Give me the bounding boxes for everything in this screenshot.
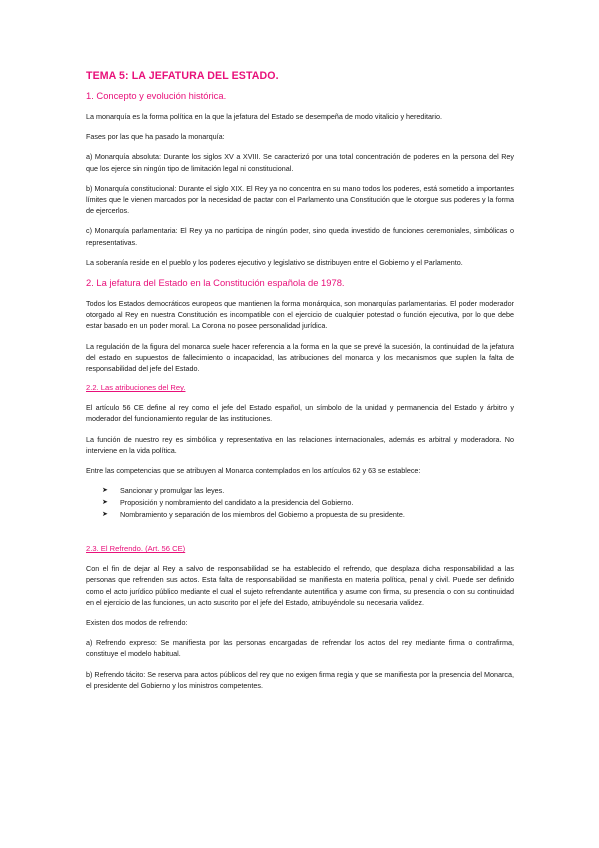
- paragraph: a) Refrendo expreso: Se manifiesta por las personas encargadas de refrendar los actos del rey mediante firma o contrafirma, constituye el modelo habitual.: [86, 638, 514, 659]
- list-item: ➤ Nombramiento y separación de los miembros del Gobierno a propuesta de su presidente.: [102, 510, 405, 520]
- paragraph: b) Refrendo tácito: Se reserva para actos públicos del rey que no exigen firma regia y que se manifiesta por la presencia del Monarca, el presidente del Gobierno y los ministros competentes.: [86, 669, 514, 690]
- paragraph: Fases por las que ha pasado la monarquía:: [86, 132, 225, 142]
- paragraph: Existen dos modos de refrendo:: [86, 618, 188, 628]
- document-page: [86, 70, 514, 700]
- list-item: ➤ Sancionar y promulgar las leyes.: [102, 486, 225, 496]
- competencies-list: [86, 485, 514, 521]
- paragraph: La monarquía es la forma política en la que la jefatura del Estado se desempeña de modo vitalicio y hereditario.: [86, 112, 442, 121]
- paragraph: c) Monarquía parlamentaria: El Rey ya no participa de ningún poder, sino queda investido de funciones ceremoniales, simbólicas o representativas.: [86, 226, 514, 247]
- paragraph: b) Monarquía constitucional: Durante el siglo XIX. El Rey ya no concentra en su mano todos los poderes, está sometido a importantes límites que le vienen marcados por la necesidad de pactar con el Parlamento una Constitución que le otorgue sus poderes y la forma de ejercerlos.: [86, 183, 514, 216]
- paragraph: Con el fin de dejar al Rey a salvo de responsabilidad se ha establecido el refrendo, que desplaza dicha responsabilidad a las personas que refrenden sus actos. Esta falta de responsabilidad se manifiesta en materia política, penal y civil. Puede ser definido como el acto jurídico público mediante el cual el sujeto refrendante autentifica y asume con firma, su presencia o con su continuidad en el ejercicio de las funciones, un acto suscrito por el jefe del Estado, atribuyéndole su necesaria validez.: [86, 564, 514, 607]
- paragraph: La soberanía reside en el pueblo y los poderes ejecutivo y legislativo se distribuyen entre el Gobierno y el Parlamento.: [86, 257, 463, 267]
- paragraph: La regulación de la figura del monarca suele hacer referencia a la forma en la que se prevé la sucesión, la continuidad de la jefatura del estado en supuestos de fallecimiento o incapacidad, las atribuciones del monarca y los mecanismos que suplen la falta de responsabilidad del jefe del Estado.: [86, 341, 514, 374]
- paragraph: El artículo 56 CE define al rey como el jefe del Estado español, un símbolo de la unidad y permanencia del Estado y árbitro y moderador del funcionamiento regular de las instituciones.: [86, 403, 514, 424]
- section-2-heading: 2. La jefatura del Estado en la Constitución española de 1978.: [86, 277, 345, 289]
- paragraph: a) Monarquía absoluta: Durante los siglos XV a XVIII. Se caracterizó por una total concentración de poderes en la persona del Rey que los ejerce sin ningún tipo de limitación legal ni constitucional.: [86, 152, 514, 173]
- paragraph: Todos los Estados democráticos europeos que mantienen la forma monárquica, son monarquías parlamentarias. El poder moderador otorgado al Rey en nuestra Constitución es incompatible con el ejercicio de cualquier potestad o función ejecutiva, por lo que debe estar basado en un poder moral. La Corona no posee personalidad jurídica.: [86, 299, 514, 331]
- paragraph: Entre las competencias que se atribuyen al Monarca contemplados en los artículos 62 y 63 se establece:: [86, 466, 421, 476]
- arrow-bullet-icon: ➤: [102, 487, 108, 495]
- page-title: TEMA 5: LA JEFATURA DEL ESTADO.: [86, 70, 279, 82]
- paragraph: La función de nuestro rey es simbólica y representativa en las relaciones internacionales, además es arbitral y moderadora. No interviene en la vida política.: [86, 434, 514, 455]
- list-item: ➤ Proposición y nombramiento del candidato a la presidencia del Gobierno.: [102, 498, 354, 508]
- section-1-heading: 1. Concepto y evolución histórica.: [86, 90, 227, 101]
- arrow-bullet-icon: ➤: [102, 511, 108, 519]
- section-2-2-heading: 2.2. Las atribuciones del Rey.: [86, 383, 186, 393]
- section-2-3-heading: 2.3. El Refrendo. (Art. 56 CE): [86, 544, 186, 554]
- arrow-bullet-icon: ➤: [102, 499, 108, 507]
